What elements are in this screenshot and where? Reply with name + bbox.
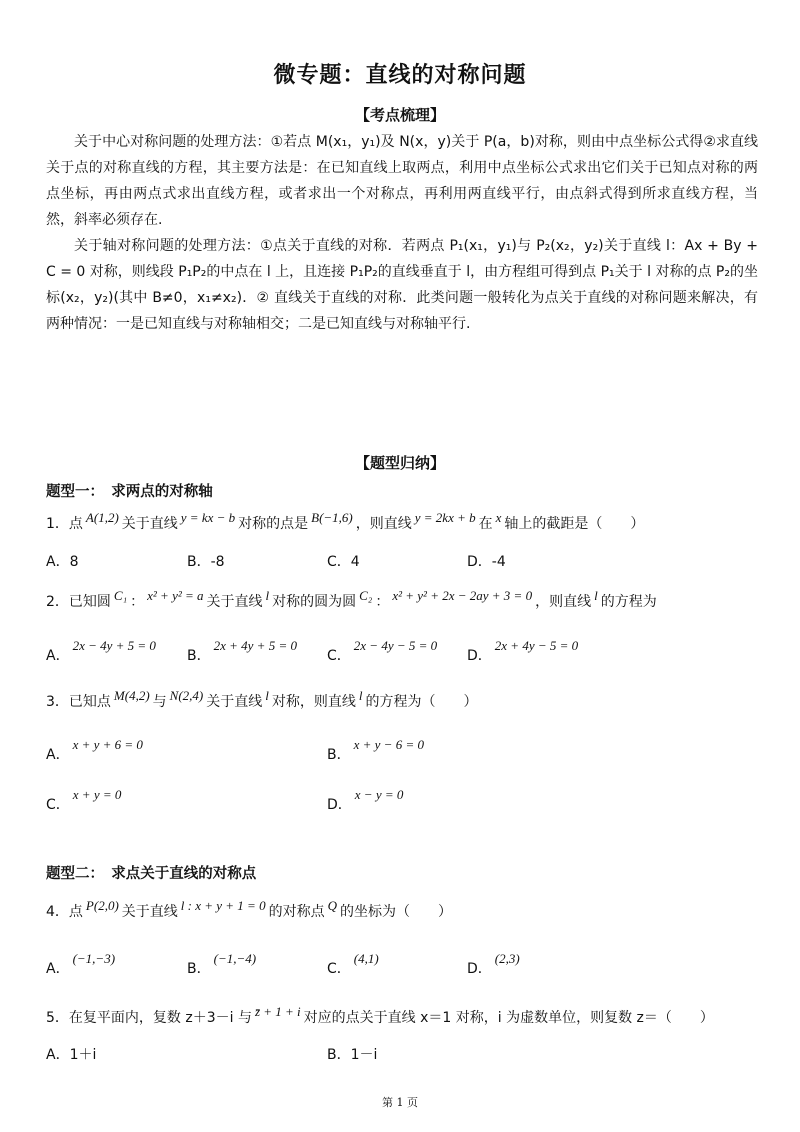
q1-math: A(1,2) bbox=[85, 510, 119, 525]
q2-math: l bbox=[594, 588, 598, 603]
q5-text: 对应的点关于直线 x＝1 对称，i 为虚数单位，则复数 z＝（ ） bbox=[303, 1010, 714, 1026]
q3-math: N(2,4) bbox=[169, 688, 204, 703]
q5-math: z̄ + 1 + i bbox=[254, 1004, 301, 1019]
q3-math: l bbox=[358, 688, 363, 703]
key-points-text bbox=[46, 129, 758, 337]
q1-option-c: C．4 bbox=[327, 554, 360, 570]
option-expr: x − y = 0 bbox=[354, 787, 404, 802]
option-label: C． bbox=[46, 797, 70, 813]
page-title: 微专题：直线的对称问题 bbox=[273, 63, 527, 88]
option-expr: (−1,−4) bbox=[213, 951, 257, 966]
q1-math: y = kx − b bbox=[180, 510, 236, 525]
q4-math: P(2,0) bbox=[85, 898, 119, 913]
q1-text: ，则直线 bbox=[355, 516, 412, 532]
option-label: D． bbox=[467, 648, 492, 664]
q2-option-d bbox=[467, 638, 581, 665]
q4-text: 关于直线 bbox=[121, 904, 178, 920]
q3-option-d bbox=[327, 787, 406, 814]
option-expr: (−1,−3) bbox=[72, 951, 116, 966]
q4-option-b bbox=[187, 951, 259, 978]
q2-option-a bbox=[46, 638, 159, 665]
q5-option-a: A．1＋i bbox=[46, 1047, 97, 1063]
q2-text: ： bbox=[130, 594, 145, 610]
q4-option-d bbox=[467, 951, 523, 978]
q3-option-a bbox=[46, 737, 146, 764]
q2-text: 关于直线 bbox=[206, 594, 263, 610]
option-label: A． bbox=[46, 747, 70, 763]
q4-math: l : x + y + 1 = 0 bbox=[180, 898, 266, 913]
q1-option-a: A．8 bbox=[46, 554, 79, 570]
axial-symmetry-paragraph: 关于轴对称问题的处理方法：①点关于直线的对称．若两点 P₁(x₁，y₁)与 P₂(x₂，y₂)关于直线 l：Ax + By + C = 0 对称，则线段 P₁P₂的中点在 l 上，且连接 P₁P₂的直线垂直于 l，由方程组可得到点 P₁关于 l 对称的点 P₂的坐标(x₂，y₂)(其中 B≠0，x₁≠x₂)．② 直线关于直线的对称．此类问题一般转化为点关于直线的对称问题来解决，有两种情况：一是已知直线与对称轴相交；二是已知直线与对称轴平行. bbox=[46, 238, 758, 332]
option-expr: 2x − 4y − 5 = 0 bbox=[353, 638, 438, 653]
option-expr: (4,1) bbox=[353, 951, 379, 966]
q5-text: 5．在复平面内，复数 z＋3－i 与 bbox=[46, 1010, 252, 1026]
q1-text: 在 bbox=[478, 516, 493, 532]
q2-text: 2．已知圆 bbox=[46, 594, 111, 610]
q2-math: C₁ bbox=[113, 588, 128, 603]
q4-text: 的坐标为（ ） bbox=[339, 904, 452, 920]
q3-text: 关于直线 bbox=[206, 694, 263, 710]
option-label: C． bbox=[327, 648, 351, 664]
section-heading-key-points: 【考点梳理】 bbox=[354, 106, 445, 124]
option-expr: x + y − 6 = 0 bbox=[353, 737, 424, 752]
question-5 bbox=[46, 1004, 714, 1027]
option-label: B． bbox=[187, 961, 211, 977]
q4-math: Q bbox=[327, 898, 337, 913]
section-heading-question-types: 【题型归纳】 bbox=[354, 454, 445, 472]
q1-math: y = 2kx + b bbox=[414, 510, 476, 525]
page-number: 第 1 页 bbox=[382, 1096, 418, 1109]
option-label: D． bbox=[467, 961, 492, 977]
q2-math: C₂ bbox=[359, 588, 373, 603]
q3-text: 与 bbox=[152, 694, 167, 710]
q3-math: l bbox=[265, 688, 269, 703]
q1-math: B(−1,6) bbox=[311, 510, 353, 525]
q1-text: 1．点 bbox=[46, 516, 83, 532]
q4-text: 4．点 bbox=[46, 904, 83, 920]
q3-text: 的方程为（ ） bbox=[365, 694, 478, 710]
option-label: A． bbox=[46, 648, 70, 664]
q2-math: x² + y² = a bbox=[147, 588, 204, 603]
q2-text: 对称的圆为圆 bbox=[272, 594, 357, 610]
q4-text: 的对称点 bbox=[268, 904, 325, 920]
option-expr: x + y = 0 bbox=[72, 787, 122, 802]
option-label: D． bbox=[327, 797, 352, 813]
q1-text: 轴上的截距是（ ） bbox=[504, 516, 645, 532]
q2-option-c bbox=[327, 638, 440, 665]
question-1 bbox=[46, 510, 644, 533]
q2-text: ： bbox=[375, 594, 390, 610]
q3-text: 对称，则直线 bbox=[271, 694, 356, 710]
central-symmetry-paragraph: 关于中心对称问题的处理方法：①若点 M(x₁，y₁)及 N(x，y)关于 P(a，b)对称，则由中点坐标公式得②求直线关于点的对称直线的方程，其主要方法是：在已知直线上取两点，利用中点坐标公式求出它们关于已知点对称的两点坐标，再由两点式求出直线方程，或者求出一个对称点，再利用两直线平行，由点斜式得到所求直线方程，当然，斜率必须存在. bbox=[46, 134, 758, 228]
q1-text: 对称的点是 bbox=[238, 516, 309, 532]
option-expr: x + y + 6 = 0 bbox=[72, 737, 143, 752]
question-4 bbox=[46, 898, 452, 921]
q2-math: l bbox=[265, 588, 270, 603]
q4-option-a bbox=[46, 951, 118, 978]
q3-text: 3．已知点 bbox=[46, 694, 111, 710]
q3-option-c bbox=[46, 787, 124, 814]
q2-math: x² + y² + 2x − 2ay + 3 = 0 bbox=[392, 588, 533, 603]
option-label: B． bbox=[327, 747, 351, 763]
type2-heading: 题型二： 求点关于直线的对称点 bbox=[46, 866, 257, 882]
option-label: B． bbox=[187, 648, 211, 664]
option-label: A． bbox=[46, 961, 70, 977]
q4-option-c bbox=[327, 951, 382, 978]
q1-text: 关于直线 bbox=[121, 516, 178, 532]
question-3 bbox=[46, 688, 478, 711]
type1-heading: 题型一： 求两点的对称轴 bbox=[46, 484, 213, 500]
option-expr: 2x + 4y + 5 = 0 bbox=[213, 638, 297, 653]
q2-text: ，则直线 bbox=[535, 594, 592, 610]
q3-math: M(4,2) bbox=[113, 688, 150, 703]
option-expr: 2x − 4y + 5 = 0 bbox=[72, 638, 156, 653]
q5-option-b: B．1－i bbox=[327, 1047, 378, 1063]
option-expr: 2x + 4y − 5 = 0 bbox=[494, 638, 579, 653]
q2-option-b bbox=[187, 638, 300, 665]
option-expr: (2,3) bbox=[494, 951, 520, 966]
q1-option-d: D．-4 bbox=[467, 554, 506, 570]
q2-text: 的方程为 bbox=[600, 594, 657, 610]
q3-option-b bbox=[327, 737, 427, 764]
q1-option-b: B．-8 bbox=[187, 554, 225, 570]
question-2 bbox=[46, 588, 657, 611]
q1-math: x bbox=[495, 510, 502, 525]
option-label: C． bbox=[327, 961, 351, 977]
